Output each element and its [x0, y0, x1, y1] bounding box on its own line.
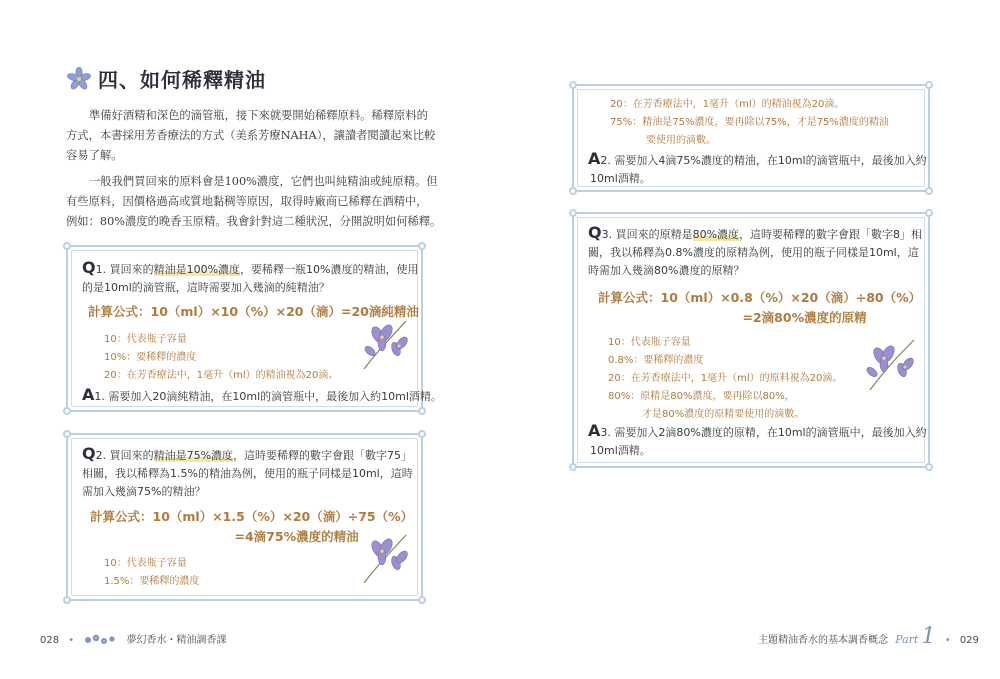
- q3-formula: 計算公式：10（ml）×0.8（%）×20（滴）÷80（%） =2滴80%濃度的原精: [598, 290, 922, 325]
- part-number: 1: [921, 624, 936, 649]
- right-footer: 主題精油香水的基本調香概念 Part 1 • 029: [758, 624, 979, 649]
- footer-flower-icon: [83, 633, 117, 647]
- intro-paragraph: 準備好酒精和深色的滴管瓶，接下來就要開始稀釋原料。稀釋原料的 方式，本書採用芳香療法的方式（美系芳療NAHA），讓讀者閱讀起來比較 容易了解。: [66, 109, 436, 162]
- q3-notes: 10：代表瓶子容量 0.8%：要稀釋的濃度 20：在芳香療法中，1毫升（ml）的原料視為20滴。 80%：原精是80%濃度，要再除以80%， 才是80%濃度的原精要使用的滴數。: [608, 337, 843, 420]
- q3-box: [572, 212, 930, 468]
- page-number: 029: [959, 635, 979, 646]
- q3-answer: A3. 需要加入2滴80%濃度的原精，在10ml的滴管瓶中，最後加入約 10ml酒精。: [588, 421, 927, 457]
- page-number: 028: [40, 635, 60, 646]
- orchid-illustration: [860, 332, 922, 392]
- flower-icon: [66, 67, 92, 91]
- second-paragraph: 一般我們買回來的原料會是100%濃度，它們也叫純精油或純原精。但 有些原料，因價格過高或質地黏稠等原因，取得時廠商已稀釋在酒精中， 例如：80%濃度的晚香玉原精。我會針對這二種狀況，分開說明如何稀釋。: [66, 175, 442, 228]
- q1-answer: A1. 需要加入20滴純精油，在10ml的滴管瓶中，最後加入約10ml酒精。: [82, 385, 442, 404]
- q2-box: [66, 433, 423, 601]
- q2-formula: 計算公式：10（ml）×1.5（%）×20（滴）÷75（%） =4滴75%濃度的精油: [90, 509, 414, 544]
- q3-question: Q3. 買回來的原精是80%濃度，這時要稀釋的數字會跟「數字8」相 關，我以稀釋為0.8%濃度的原精為例，使用的瓶子同樣是10ml，這 時需加入幾滴80%濃度的原精？: [588, 223, 923, 277]
- q2-notes: 10：代表瓶子容量 1.5%：要稀釋的濃度: [104, 558, 200, 587]
- q2-question: Q2. 買回來的精油是75%濃度，這時要稀釋的數字會跟「數字75」 相關，我以稀釋為1.5%的精油為例，使用的瓶子同樣是10ml，這時 需加入幾滴75%的精油？: [82, 444, 413, 498]
- orchid-illustration: [356, 313, 416, 371]
- q2-answer: A2. 需要加入4滴75%濃度的精油，在10ml的滴管瓶中，最後加入約 10ml酒精。: [588, 149, 927, 185]
- q1-box: [66, 245, 442, 412]
- orchid-illustration: [356, 527, 416, 585]
- chapter-title: 主題精油香水的基本調香概念: [758, 635, 888, 646]
- left-footer: 028 • 夢幻香水・精油調香課: [40, 635, 227, 646]
- q2-continuation-box: [572, 84, 930, 192]
- section-heading: [66, 64, 266, 93]
- right-page: [500, 0, 1000, 679]
- q1-formula: 計算公式：10（ml）×10（%）×20（滴）=20滴純精油: [88, 304, 419, 319]
- book-title: 夢幻香水・精油調香課: [126, 635, 227, 646]
- section-title: 四、如何稀釋精油: [98, 68, 266, 92]
- part-label: Part: [895, 633, 919, 646]
- q1-notes: 10：代表瓶子容量 10%：要稀釋的濃度 20：在芳香療法中，1毫升（ml）的精油視為20滴。: [104, 334, 339, 381]
- q1-question: Q1. 買回來的精油是100%濃度，要稀釋一瓶10%濃度的精油，使用 的是10ml的滴管瓶，這時需要加入幾滴的純精油？: [82, 258, 419, 294]
- q2-extra-notes: 20：在芳香療法中，1毫升（ml）的精油視為20滴。 75%：精油是75%濃度，要再除以75%，才是75%濃度的精油 要使用的滴數。: [610, 99, 889, 146]
